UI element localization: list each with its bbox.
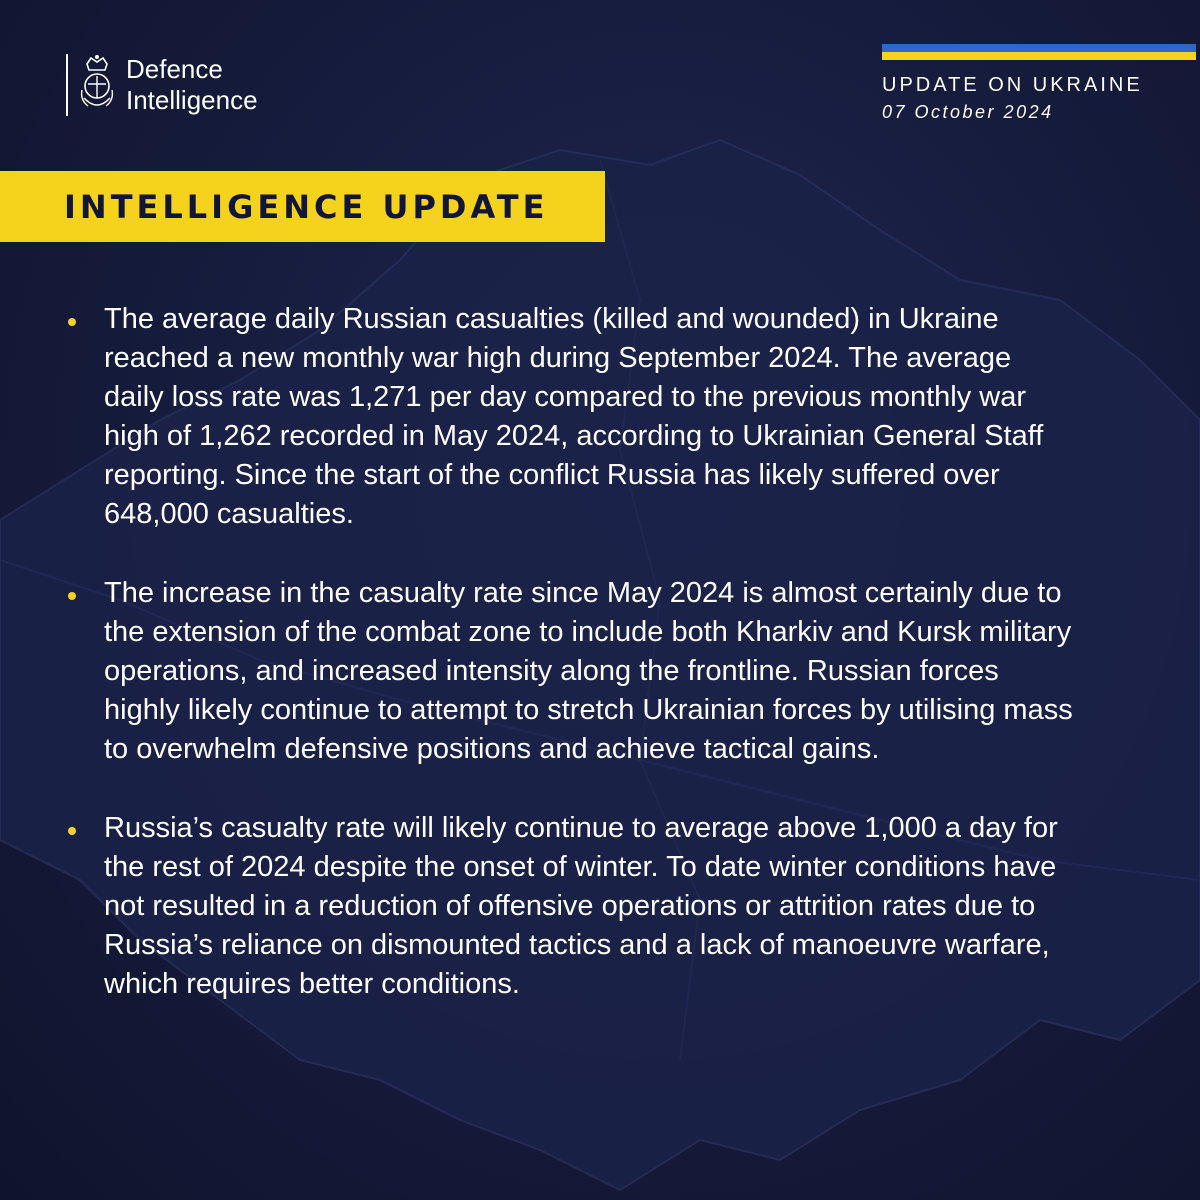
bullet-item xyxy=(66,574,1076,769)
bullet-item xyxy=(66,809,1076,1004)
logo-line-defence: Defence xyxy=(126,54,223,84)
bullet-list xyxy=(66,300,1076,1044)
bullet-text: The increase in the casualty rate since May 2024 is almost certainly due to the extension of the combat zone to include both Kharkiv and Kursk military operations, and increased intensity along the frontline. Russian forces highly likely continue to attempt to stretch Ukrainian forces by utilising mass to overwhelm defensive positions and achieve tactical gains. xyxy=(104,577,1073,765)
bullet-dot-icon xyxy=(68,318,76,326)
bullet-item xyxy=(66,300,1076,534)
logo-wordmark xyxy=(126,54,258,116)
logo-line-intelligence: Intelligence xyxy=(126,85,258,115)
bullet-text: Russia’s casualty rate will likely continue to average above 1,000 a day for the rest of 2024 despite the onset of winter. To date winter conditions have not resulted in a reduction of offensive operations or attrition rates due to Russia’s reliance on dismounted tactics and a lack of manoeuvre warfare, which requires better conditions. xyxy=(104,812,1058,1000)
update-label: UPDATE ON UKRAINE xyxy=(882,74,1143,96)
intelligence-update-banner xyxy=(0,171,605,242)
royal-crest-icon xyxy=(78,54,116,116)
defence-intelligence-logo xyxy=(66,52,258,118)
banner-title: INTELLIGENCE UPDATE xyxy=(64,187,549,226)
ukraine-flag-stripes xyxy=(882,44,1196,60)
logo-divider xyxy=(66,54,68,116)
flag-yellow-stripe xyxy=(882,52,1196,60)
flag-blue-stripe xyxy=(882,44,1196,52)
bullet-dot-icon xyxy=(68,592,76,600)
bullet-text: The average daily Russian casualties (killed and wounded) in Ukraine reached a new monthly war high during September 2024. The average daily loss rate was 1,271 per day compared to the previous monthly war high of 1,262 recorded in May 2024, according to Ukrainian General Staff reporting. Since the start of the conflict Russia has likely suffered over 648,000 casualties. xyxy=(104,303,1044,530)
update-date: 07 October 2024 xyxy=(882,102,1054,122)
bullet-dot-icon xyxy=(68,827,76,835)
